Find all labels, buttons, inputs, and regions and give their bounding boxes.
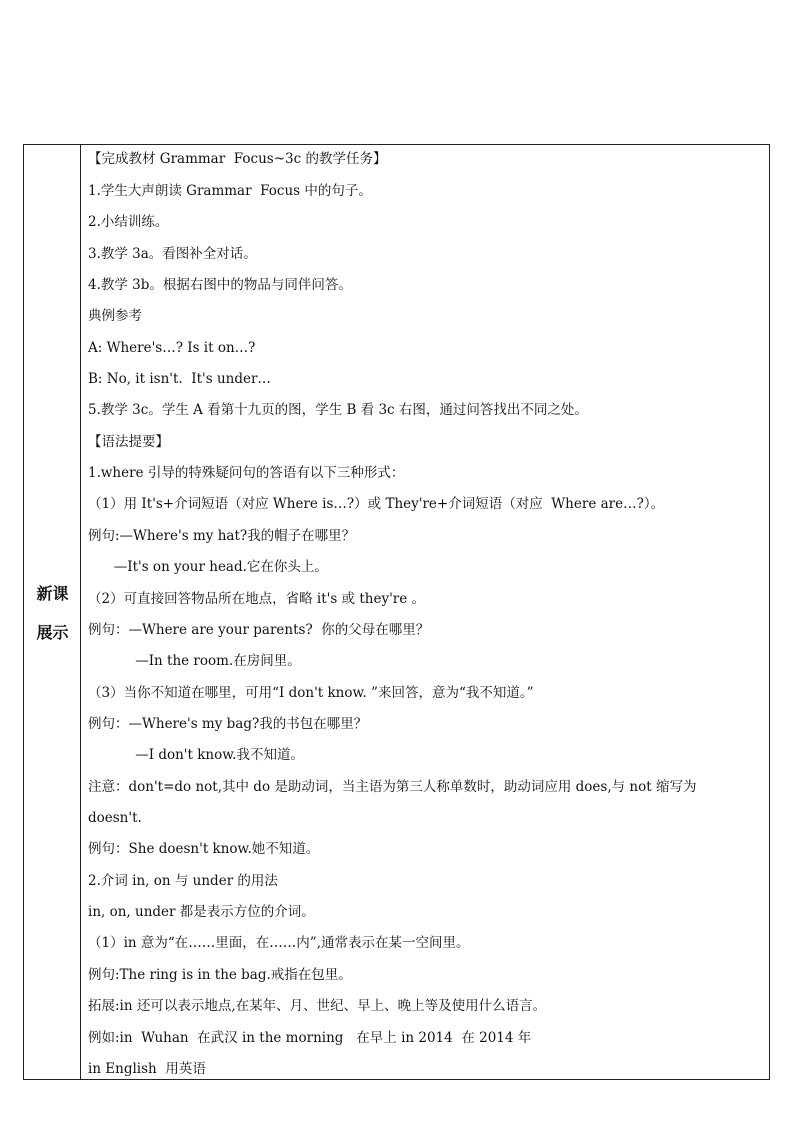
example-heading: 典例参考 [88,308,142,324]
in-example: 例句:The ring is in the bag.戒指在包里。 [88,967,352,983]
form-1: （1）用 It's+介词短语（对应 Where is…?）或 They're+介词短语（对应 Where are…?）。 [88,496,665,512]
step-4: 4.教学 3b。根据右图中的物品与同伴问答。 [88,277,352,293]
example-1a: 例句:—Where's my hat?我的帽子在哪里？ [88,528,356,544]
section-label-cell [24,145,81,1079]
grammar-point-2: 2.介词 in, on 与 under 的用法 [88,873,278,889]
dialogue-a: A: Where's…? Is it on…? [88,340,256,356]
step-1: 1.学生大声朗读 Grammar Focus 中的句子。 [88,183,372,199]
note-example: 例句：She doesn't know.她不知道。 [88,841,320,857]
example-2b: —In the room.在房间里。 [88,653,301,669]
step-3: 3.教学 3a。看图补全对话。 [88,246,257,262]
example-1b: —It's on your head.它在你头上。 [88,559,328,575]
example-3b: —I don't know.我不知道。 [88,747,304,763]
prepositions-intro: in, on, under 都是表示方位的介词。 [88,904,315,920]
in-extension: 拓展:in 还可以表示地点,在某年、月、世纪、早上、晚上等及使用什么语言。 [88,998,547,1014]
grammar-point-1: 1.where 引导的特殊疑问句的答语有以下三种形式： [88,465,405,481]
step-5: 5.教学 3c。学生 A 看第十九页的图，学生 B 看 3c 右图，通过问答找出不同之处。 [88,402,588,418]
form-3: （3）当你不知道在哪里，可用“I don't know. ”来回答，意为“我不知道。” [88,685,534,701]
example-3a: 例句：—Where's my bag?我的书包在哪里？ [88,716,368,732]
lesson-table [23,144,770,1080]
section-label-line-2: 展示 [36,623,69,642]
in-language-example: in English 用英语 [88,1061,206,1077]
grammar-heading: 【语法提要】 [88,434,169,450]
step-2: 2.小结训练。 [88,214,169,230]
note: 注意：don't=do not,其中 do 是助动词，当主语为第三人称单数时，助动词应用 does,与 not 缩写为 [88,779,697,795]
section-label-line-1: 新课 [36,584,69,603]
in-meaning: （1）in 意为“在……里面，在……内”,通常表示在某一空间里。 [88,935,470,951]
dialogue-b: B: No, it isn't. It's under… [88,371,271,387]
example-2a: 例句：—Where are your parents? 你的父母在哪里？ [88,622,430,638]
in-extension-example: 例如:in Wuhan 在武汉 in the morning 在早上 in 2014 在 2014 年 [88,1030,532,1046]
note-continued: doesn't. [88,810,142,826]
form-2: （2）可直接回答物品所在地点，省略 it's 或 they're 。 [88,591,426,607]
task-heading: 【完成教材 Grammar Focus~3c 的教学任务】 [88,151,387,167]
